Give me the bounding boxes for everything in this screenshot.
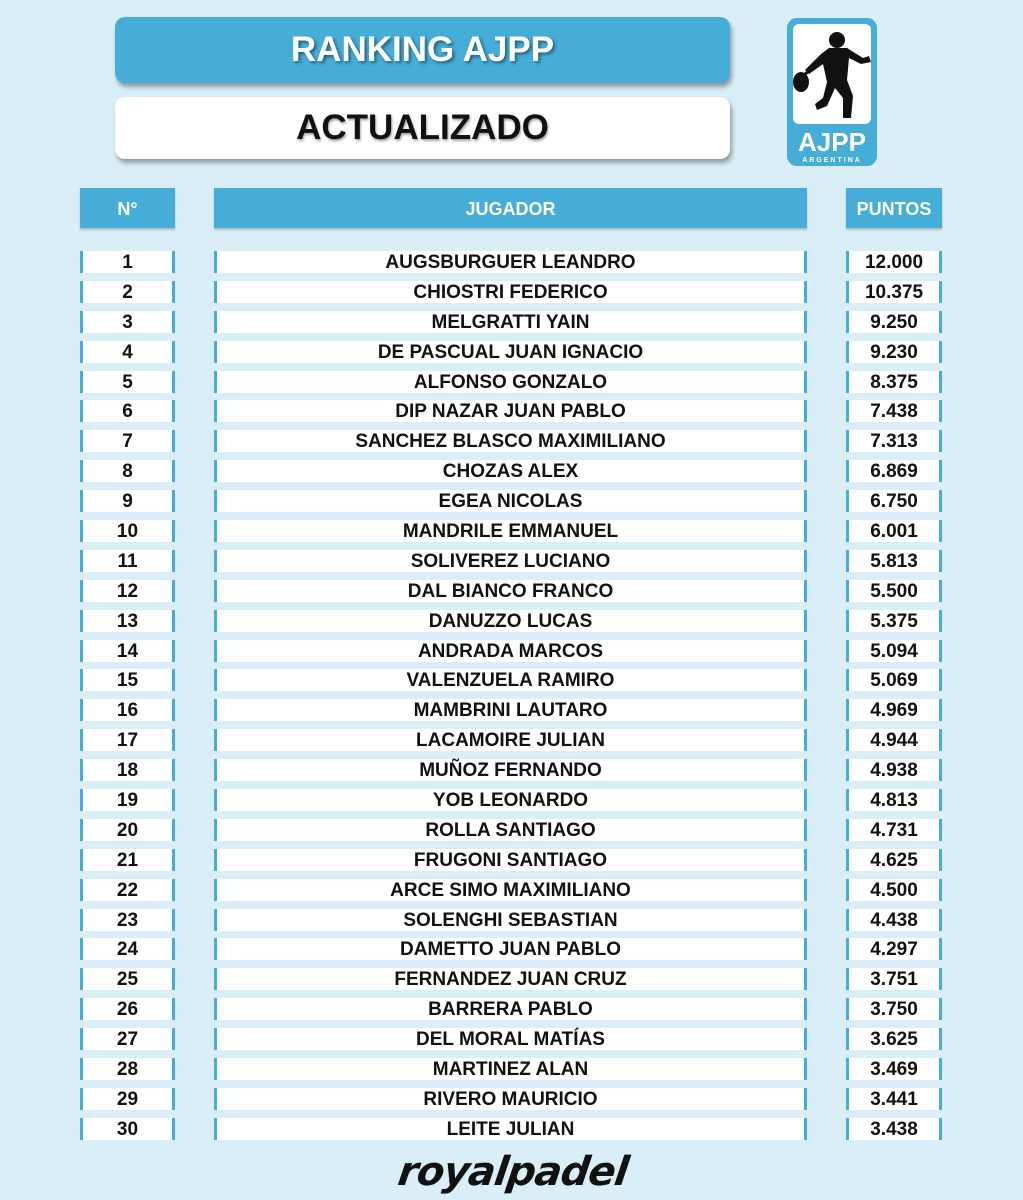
player-name-cell: MARTINEZ ALAN (214, 1058, 807, 1080)
player-name-cell: LACAMOIRE JULIAN (214, 729, 807, 751)
player-name-cell: LEITE JULIAN (214, 1118, 807, 1140)
points-cell: 9.250 (846, 311, 942, 333)
table-row (0, 1086, 1023, 1116)
player-name-cell: CHIOSTRI FEDERICO (214, 281, 807, 303)
table-row (0, 339, 1023, 369)
points-cell: 12.000 (846, 251, 942, 273)
rank-cell: 28 (80, 1058, 175, 1080)
player-name-cell: MAMBRINI LAUTARO (214, 699, 807, 721)
ranking-table (0, 249, 1023, 1146)
rank-cell: 25 (80, 968, 175, 990)
points-cell: 3.469 (846, 1058, 942, 1080)
player-name-cell: ANDRADA MARCOS (214, 640, 807, 662)
table-row (0, 936, 1023, 966)
rank-cell: 19 (80, 789, 175, 811)
points-cell: 4.938 (846, 759, 942, 781)
player-name-cell: AUGSBURGUER LEANDRO (214, 251, 807, 273)
rank-cell: 27 (80, 1028, 175, 1050)
logo-subtext: ARGENTINA (802, 157, 862, 164)
rank-cell: 5 (80, 371, 175, 393)
points-cell: 3.441 (846, 1088, 942, 1110)
points-cell: 7.313 (846, 430, 942, 452)
rank-cell: 3 (80, 311, 175, 333)
rank-cell: 6 (80, 400, 175, 422)
player-name-cell: CHOZAS ALEX (214, 460, 807, 482)
table-row (0, 727, 1023, 757)
points-cell: 4.731 (846, 819, 942, 841)
player-name-cell: FERNANDEZ JUAN CRUZ (214, 968, 807, 990)
points-cell: 6.750 (846, 490, 942, 512)
points-cell: 4.438 (846, 909, 942, 931)
table-row (0, 1116, 1023, 1146)
player-name-cell: MELGRATTI YAIN (214, 311, 807, 333)
player-name-cell: DANUZZO LUCAS (214, 610, 807, 632)
player-name-cell: DE PASCUAL JUAN IGNACIO (214, 341, 807, 363)
player-name-cell: MUÑOZ FERNANDO (214, 759, 807, 781)
points-cell: 4.813 (846, 789, 942, 811)
table-row (0, 309, 1023, 339)
rank-cell: 1 (80, 251, 175, 273)
column-header-number: N° (80, 188, 175, 228)
table-row (0, 249, 1023, 279)
table-row (0, 428, 1023, 458)
table-row (0, 847, 1023, 877)
player-name-cell: ROLLA SANTIAGO (214, 819, 807, 841)
player-name-cell: EGEA NICOLAS (214, 490, 807, 512)
player-name-cell: ARCE SIMO MAXIMILIANO (214, 879, 807, 901)
table-row (0, 996, 1023, 1026)
table-row (0, 548, 1023, 578)
player-name-cell: VALENZUELA RAMIRO (214, 669, 807, 691)
player-name-cell: SOLIVEREZ LUCIANO (214, 550, 807, 572)
table-row (0, 817, 1023, 847)
table-row (0, 697, 1023, 727)
points-cell: 3.750 (846, 998, 942, 1020)
rank-cell: 26 (80, 998, 175, 1020)
player-name-cell: DAL BIANCO FRANCO (214, 580, 807, 602)
rank-cell: 22 (80, 879, 175, 901)
rank-cell: 15 (80, 669, 175, 691)
points-cell: 10.375 (846, 281, 942, 303)
table-row (0, 608, 1023, 638)
sponsor-logo: royalpadel (395, 1149, 631, 1195)
player-name-cell: DIP NAZAR JUAN PABLO (214, 400, 807, 422)
column-header-points: PUNTOS (846, 188, 942, 228)
table-row (0, 279, 1023, 309)
table-row (0, 369, 1023, 399)
logo-text: AJPP (798, 127, 866, 157)
rank-cell: 13 (80, 610, 175, 632)
player-name-cell: YOB LEONARDO (214, 789, 807, 811)
rank-cell: 11 (80, 550, 175, 572)
table-row (0, 518, 1023, 548)
rank-cell: 20 (80, 819, 175, 841)
rank-cell: 9 (80, 490, 175, 512)
points-cell: 4.297 (846, 938, 942, 960)
rank-cell: 17 (80, 729, 175, 751)
points-cell: 6.001 (846, 520, 942, 542)
rank-cell: 23 (80, 909, 175, 931)
points-cell: 9.230 (846, 341, 942, 363)
player-name-cell: RIVERO MAURICIO (214, 1088, 807, 1110)
column-header-player: JUGADOR (214, 188, 807, 228)
page-subtitle: ACTUALIZADO (115, 97, 730, 159)
player-name-cell: BARRERA PABLO (214, 998, 807, 1020)
rank-cell: 4 (80, 341, 175, 363)
points-cell: 4.625 (846, 849, 942, 871)
padel-player-logo-icon (787, 18, 877, 166)
points-cell: 5.375 (846, 610, 942, 632)
table-row (0, 757, 1023, 787)
points-cell: 8.375 (846, 371, 942, 393)
table-row (0, 578, 1023, 608)
table-row (0, 787, 1023, 817)
points-cell: 3.625 (846, 1028, 942, 1050)
points-cell: 5.069 (846, 669, 942, 691)
player-name-cell: SANCHEZ BLASCO MAXIMILIANO (214, 430, 807, 452)
points-cell: 5.500 (846, 580, 942, 602)
points-cell: 4.500 (846, 879, 942, 901)
rank-cell: 2 (80, 281, 175, 303)
player-name-cell: DEL MORAL MATÍAS (214, 1028, 807, 1050)
table-row (0, 667, 1023, 697)
rank-cell: 14 (80, 640, 175, 662)
rank-cell: 18 (80, 759, 175, 781)
rank-cell: 8 (80, 460, 175, 482)
table-row (0, 907, 1023, 937)
table-row (0, 398, 1023, 428)
points-cell: 5.094 (846, 640, 942, 662)
points-cell: 4.969 (846, 699, 942, 721)
rank-cell: 29 (80, 1088, 175, 1110)
points-cell: 3.438 (846, 1118, 942, 1140)
rank-cell: 30 (80, 1118, 175, 1140)
player-name-cell: ALFONSO GONZALO (214, 371, 807, 393)
player-name-cell: DAMETTO JUAN PABLO (214, 938, 807, 960)
rank-cell: 12 (80, 580, 175, 602)
points-cell: 6.869 (846, 460, 942, 482)
table-row (0, 877, 1023, 907)
player-name-cell: SOLENGHI SEBASTIAN (214, 909, 807, 931)
table-row (0, 488, 1023, 518)
table-row (0, 458, 1023, 488)
table-row (0, 1056, 1023, 1086)
rank-cell: 7 (80, 430, 175, 452)
points-cell: 5.813 (846, 550, 942, 572)
rank-cell: 10 (80, 520, 175, 542)
table-row (0, 1026, 1023, 1056)
player-name-cell: MANDRILE EMMANUEL (214, 520, 807, 542)
rank-cell: 24 (80, 938, 175, 960)
player-name-cell: FRUGONI SANTIAGO (214, 849, 807, 871)
page-title: RANKING AJPP (115, 17, 730, 83)
points-cell: 4.944 (846, 729, 942, 751)
points-cell: 7.438 (846, 400, 942, 422)
points-cell: 3.751 (846, 968, 942, 990)
table-row (0, 638, 1023, 668)
rank-cell: 21 (80, 849, 175, 871)
table-row (0, 966, 1023, 996)
rank-cell: 16 (80, 699, 175, 721)
